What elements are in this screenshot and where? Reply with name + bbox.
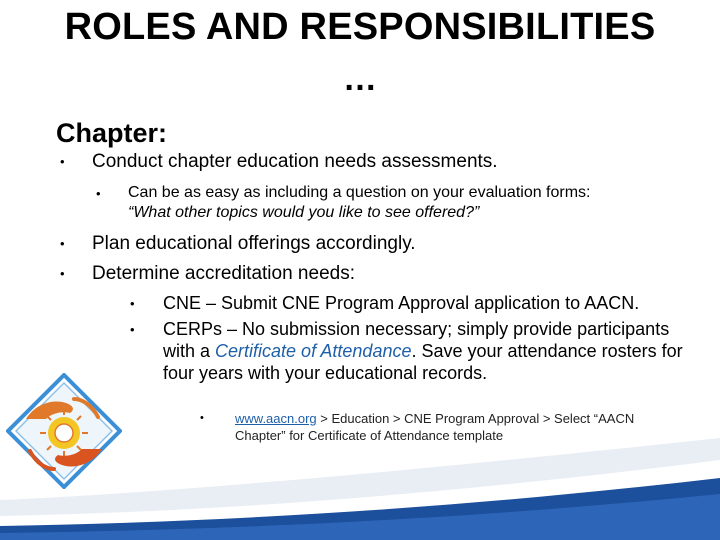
item-cerps xyxy=(163,318,683,384)
slide-title-continuation: … xyxy=(343,60,377,98)
bullet-icon: • xyxy=(60,154,65,169)
item-cerps-line3: four years with your educational records. xyxy=(163,363,488,383)
item-evaluation-forms-quote: “What other topics would you like to see offered?” xyxy=(128,204,480,221)
item-cne: CNE – Submit CNE Program Approval application to AACN. xyxy=(163,293,640,313)
item-needs-assessment: Conduct chapter education needs assessments. xyxy=(92,151,498,172)
item-evaluation-forms-line1: Can be as easy as including a question on your evaluation forms: xyxy=(128,184,591,201)
section-heading: Chapter: xyxy=(56,118,168,148)
item-evaluation-forms xyxy=(128,183,591,223)
item-aacn-link-line1 xyxy=(235,410,634,427)
bullet-icon: • xyxy=(60,266,65,281)
bullet-icon: • xyxy=(96,186,101,201)
item-plan-offerings: Plan educational offerings accordingly. xyxy=(92,233,416,254)
item-cerps-line1: CERPs – No submission necessary; simply provide participants xyxy=(163,319,670,339)
cerps-text: with a xyxy=(163,341,216,361)
aacn-chapter-logo-icon xyxy=(6,373,122,489)
bullet-icon: • xyxy=(60,236,65,251)
aacn-website-link[interactable]: www.aacn.org xyxy=(235,411,317,426)
item-aacn-link-line2: Chapter” for Certificate of Attendance template xyxy=(235,428,504,443)
item-cerps-line2 xyxy=(163,340,683,362)
bullet-icon: • xyxy=(200,412,204,424)
slide-title: ROLES AND RESPONSIBILITIES xyxy=(64,6,656,48)
bullet-icon: • xyxy=(130,322,135,337)
cerps-text: . Save your attendance rosters for xyxy=(411,341,683,361)
certificate-of-attendance-term: Certificate of Attendance xyxy=(215,341,412,361)
bullet-icon: • xyxy=(130,296,135,311)
link-path-text: > Education > CNE Program Approval > Select “AACN xyxy=(316,411,635,426)
item-aacn-link xyxy=(235,410,634,444)
item-accreditation-needs: Determine accreditation needs: xyxy=(92,263,355,284)
